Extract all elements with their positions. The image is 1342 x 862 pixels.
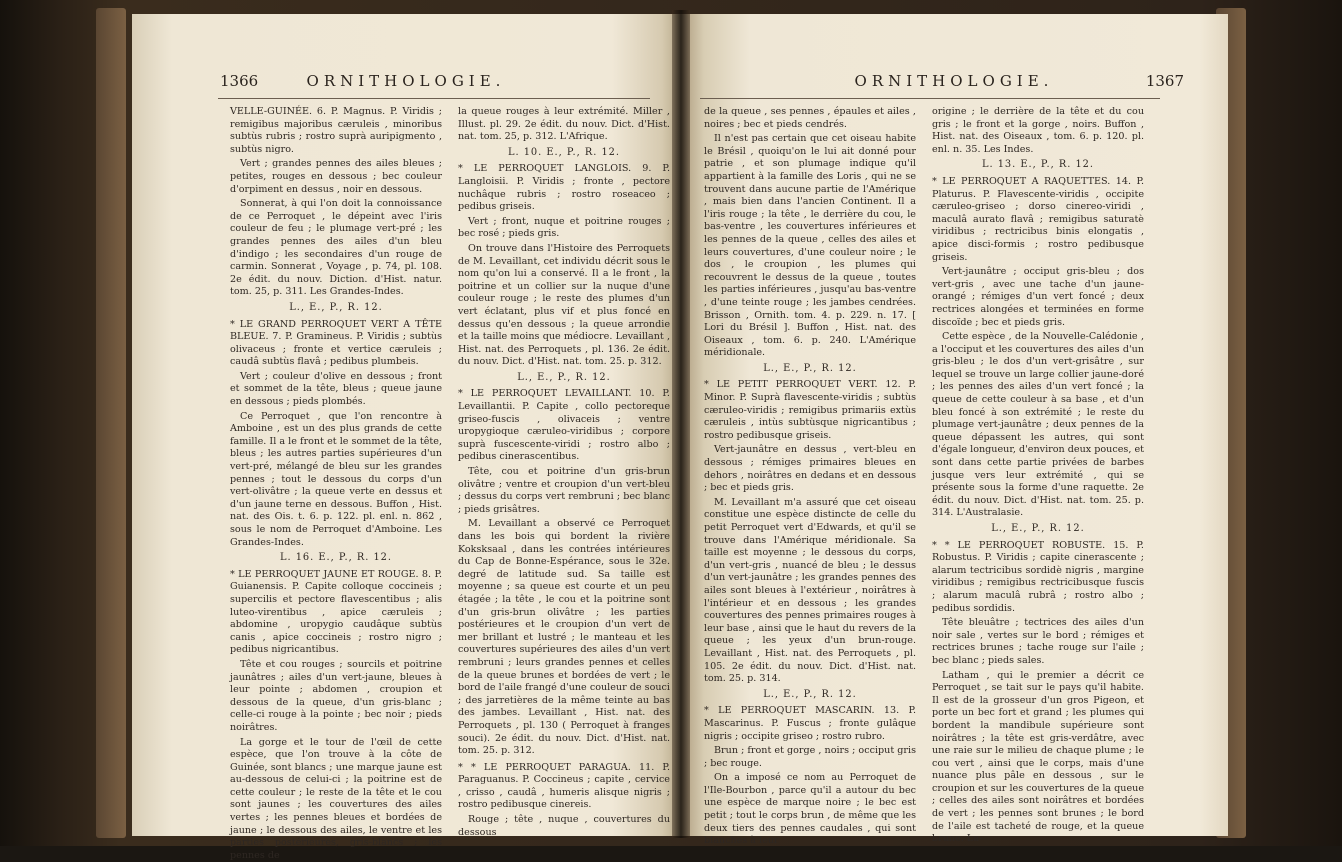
- paragraph: Vert ; grandes pennes des ailes bleues ; petites, rouges en dessous ; bec couleur d'orpiment en dessus , noir en dessous.: [230, 158, 442, 196]
- paragraph: M. Levaillant m'a assuré que cet oiseau constitue une espèce distincte de celle du petit Perroquet vert d'Edwards, et qu'il se trouve dans l'Amérique méridionale. Sa taille est moyenne ; le dessous du corps, d'un vert-gris , nuancé de bleu ; le dessus d'un vert-jaunâtre ; les grandes pennes des ailes sont bleues à l'extérieur , noirâtres à l'intérieur et en dessous ; les grandes couvertures des pennes primaires rouges à leur base , ainsi que le haut du revers de la queue ; les yeux d'un brun-rouge. Levaillant , Hist. nat. des Perroquets , pl. 105. 2e édit. du nouv. Dict. d'Hist. nat. tom. 25. p. 314.: [704, 497, 916, 686]
- paragraph: On a imposé ce nom au Perroquet de l'Ile-Bourbon , parce qu'il a autour du bec une espèce de marque noire ; le bec est petit ; tout le corps brun , de même que les deux tiers des pennes caudales , qui sont blanches à leur: [704, 772, 916, 848]
- entry-heading: * * LE PERROQUET ROBUSTE. 15. P. Robustus. P. Viridis ; capite cinerascente ; alarum tectricibus sordidè nigris , margine viridibus ; remigibus rectricibusque fuscis ; alarum maculâ rubrâ ; rostro albo ; pedibus sordidis.: [932, 540, 1144, 616]
- reference-line: L. 13. E., P., R. 12.: [932, 159, 1144, 172]
- reference-line: L., E., P., R. 12.: [230, 302, 442, 315]
- right-column-2: [932, 106, 1144, 826]
- left-page-number: 1366: [220, 72, 258, 90]
- book-gutter: [672, 10, 690, 838]
- reference-line: L., E., P., R. 12.: [932, 523, 1144, 536]
- paragraph: On trouve dans l'Histoire des Perroquets de M. Levaillant, cet individu décrit sous le nom qu'on lui a conservé. Il a le front , la poitrine et un collier sur la nuque d'une couleur rouge ; le reste des plumes d'un vert éclatant, plus vif et plus foncé en dessus qu'en dessous ; la queue arrondie et la taille moins que médiocre. Levaillant , Hist. nat. des Perroquets , pl. 136. 2e édit. du nouv. Dict. d'Hist. nat. tom. 25. p. 312.: [458, 243, 670, 369]
- reference-line: L., E., P., R. 12.: [704, 689, 916, 702]
- left-head-rule: [218, 98, 650, 99]
- paragraph: M. Levaillant a observé ce Perroquet dans les bois qui bordent la rivière Koksksaal , dans les contrées intérieures du Cap de Bonne-Espérance, sous le 32e. degré de latitude sud. Sa taille est moyenne ; sa queue est courte et un peu étagée ; la tête , le cou et la poitrine sont d'un gris-brun olivâtre ; les parties postérieures et le croupion d'un vert de mer brillant et lustré ; le manteau et les couvertures supérieures des ailes d'un vert rembruni ; leurs grandes pennes et celles de la queue brunes et bordées de vert ; le bord de l'aile frangé d'une couleur de souci ; des jarretières de la même teinte au bas des jambes. Levaillant , Hist. nat. des Perroquets , pl. 130 ( Perroquet à franges souci). 2e édit. du nouv. Dict. d'Hist. nat. tom. 25. p. 312.: [458, 518, 670, 757]
- paragraph: Ce Perroquet , que l'on rencontre à Amboine , est un des plus grands de cette famille. Il a le front et le sommet de la tête, bleus ; les autres parties supérieures d'un vert-pré, mélangé de bleu sur les grandes pennes ; tout le dessous du corps d'un vert-olivâtre ; la queue verte en dessus et d'un jaune terne en dessous. Buffon , Hist. nat. des Ois. t. 6. p. 122. pl. enl. n. 862 , sous le nom de Perroquet d'Amboine. Les Grandes-Indes.: [230, 411, 442, 550]
- continued-paragraph: de la queue , ses pennes , épaules et ailes , noires ; bec et pieds cendrés.: [704, 106, 916, 131]
- reference-line: L., E., P., R. 12.: [704, 363, 916, 376]
- entry-heading: * LE PERROQUET JAUNE ET ROUGE. 8. P. Guianensis. P. Capite colloque coccineis ; supercilis et pectore flavescentibus ; alis luteo-virentibus , apice cæruleis ; abdomine , uropygio caudâque subtùs canis , apice coccineis ; rostro nigro ; pedibus nigricantibus.: [230, 569, 442, 657]
- paragraph: Sonnerat, à qui l'on doit la connoissance de ce Perroquet , le dépeint avec l'iris couleur de feu ; le plumage vert-pré ; les grandes pennes des ailes d'un bleu d'indigo ; les secondaires d'un rouge de carmin. Sonnerat , Voyage , p. 74, pl. 108. 2e édit. du nouv. Diction. d'Hist. natur. tom. 25, p. 311. Les Grandes-Indes.: [230, 198, 442, 299]
- right-head-rule: [700, 98, 1160, 99]
- paragraph: La gorge et le tour de l'œil de cette espèce, que l'on trouve à la côte de Guinée, sont blancs ; une marque jaune est au-dessous de celui-ci ; la poitrine est de cette couleur ; le reste de la tête et le cou sont jaunes ; les couvertures des ailes vertes ; les pennes bleues et bordées de jaune ; le dessous des ailes, le ventre et les parties postérieures, gris-blancs ; les pennes de: [230, 737, 442, 862]
- left-running-title: ORNITHOLOGIE.: [132, 72, 680, 90]
- reference-line: L. 16. E., P., R. 12.: [230, 552, 442, 565]
- paragraph: Tête et cou rouges ; sourcils et poitrine jaunâtres ; ailes d'un vert-jaune, bleues à leur pointe ; abdomen , croupion et dessous de la queue, d'un gris-blanc ; celle-ci rouge à la pointe ; bec noir ; pieds noirâtres.: [230, 659, 442, 735]
- right-running-title: ORNITHOLOGIE.: [680, 72, 1228, 90]
- paragraph: Vert-jaunâtre en dessus , vert-bleu en dessous ; rémiges primaires bleues en dehors , noirâtres en dedans et en dessous ; bec et pieds gris.: [704, 444, 916, 494]
- entry-heading: * LE PERROQUET LANGLOIS. 9. P. Langloisii. P. Viridis ; fronte , pectore nuchâque rubris ; rostro roseaceo ; pedibus griseis.: [458, 163, 670, 213]
- continued-paragraph: la queue rouges à leur extrémité. Miller , Illust. pl. 29. 2e édit. du nouv. Dict. d'Hist. nat. tom. 25, p. 312. L'Afrique.: [458, 106, 670, 144]
- entry-heading: * LE PETIT PERROQUET VERT. 12. P. Minor. P. Suprà flavescente-viridis ; subtùs cæruleo-viridis ; remigibus primariis extùs cæruleis , intùs subtùsque nigricantibus ; rostro pedibusque griseis.: [704, 379, 916, 442]
- right-running-head: [680, 72, 1228, 94]
- paragraph: Cette espèce , de la Nouvelle-Calédonie , a l'occiput et les couvertures des ailes d'un gris-bleu ; le dos d'un vert-grisâtre , sur lequel se trouve un large collier jaune-doré ; les pennes des ailes d'un vert foncé ; la queue de cette couleur à sa base , et d'un bleu foncé à son extrémité ; le reste du plumage vert-jaunâtre ; deux pennes de la queue dépassent les autres, qui sont d'égale longueur, d'environ deux pouces, et sont dans cette partie privées de barbes jusque vers leur extrémité , qui se présente sous la forme d'une raquette. 2e édit. du nouv. Dict. d'Hist. nat. tom. 25. p. 314. L'Australasie.: [932, 331, 1144, 520]
- left-column-2: [458, 106, 670, 826]
- left-column-1: [230, 106, 442, 826]
- paragraph: Rouge ; tête , nuque , couvertures du dessous: [458, 814, 670, 839]
- paragraph: Tête, cou et poitrine d'un gris-brun olivâtre ; ventre et croupion d'un vert-bleu ; dessus du corps vert rembruni ; bec blanc ; pieds grisâtres.: [458, 466, 670, 516]
- paragraph: Il n'est pas certain que cet oiseau habite le Brésil , quoiqu'on le lui ait donné pour patrie , et son plumage indique qu'il appartient à la famille des Loris , qui ne se trouvent dans aucune partie de l'Amérique , mais bien dans l'ancien Continent. Il a l'iris rouge ; la tête , le derrière du cou, le bas-ventre , les couvertures inférieures et les pennes de la queue , celles des ailes et leurs couvertures, d'une couleur noire ; le dos , le croupion , les plumes qui recouvrent le dessus de la queue , toutes les parties inférieures , jusqu'au bas-ventre , d'une teinte rouge ; les jambes cendrées. Brisson , Ornith. tom. 4. p. 229. n. 17. [ Lori du Brésil ]. Buffon , Hist. nat. des Oiseaux , tom. 6. p. 240. L'Amérique méridionale.: [704, 133, 916, 360]
- entry-heading: * * LE PERROQUET PARAGUA. 11. P. Paraguanus. P. Coccineus ; capite , cervice , crisso , caudâ , humeris alisque nigris ; rostro pedibusque cinereis.: [458, 762, 670, 812]
- left-cover-edge: [96, 8, 126, 838]
- right-column-1: [704, 106, 916, 826]
- left-page: [132, 14, 680, 836]
- right-page-number: 1367: [1146, 72, 1184, 90]
- right-page: [680, 14, 1228, 836]
- entry-heading: * LE PERROQUET A RAQUETTES. 14. P. Platurus. P. Flavescente-viridis , occipite cæruleo-griseo ; dorso cinereo-viridi , maculâ aurato flavâ ; remigibus saturatè viridibus ; rectricibus binis elongatis , apice disci-formis ; rostro pedibusque griseis.: [932, 176, 1144, 264]
- entry-heading: * LE GRAND PERROQUET VERT A TÊTE BLEUE. 7. P. Gramineus. P. Viridis ; subtùs olivaceus ; fronte et vertice cæruleis ; caudâ subtùs flavâ ; pedibus plumbeis.: [230, 319, 442, 369]
- paragraph: Latham , qui le premier a décrit ce Perroquet , se tait sur le pays qu'il habite. Il est de la grosseur d'un gros Pigeon, et porte un bec fort et grand ; les plumes qui bordent la mandibule supérieure sont noirâtres ; la tête est gris-verdâtre, avec une raie sur le milieu de chaque plume ; le cou vert , ainsi que le corps, mais d'une nuance plus pâle en dessous , sur le croupion et sur les couvertures de la queue ; celles des ailes sont noirâtres et bordées de vert ; les pennes sont brunes ; le bord de l'aile est tacheté de rouge, et la queue brune. La-: [932, 670, 1144, 846]
- entry-heading: * LE PERROQUET MASCARIN. 13. P. Mascarinus. P. Fuscus ; fronte gulâque nigris ; occipite griseo ; rostro rubro.: [704, 705, 916, 743]
- paragraph: Tête bleuâtre ; tectrices des ailes d'un noir sale , vertes sur le bord ; rémiges et rectrices brunes ; tache rouge sur l'aile ; bec blanc ; pieds sales.: [932, 617, 1144, 667]
- paragraph: Vert ; couleur d'olive en dessous ; front et sommet de la tête, bleus ; queue jaune en dessous ; pieds plombés.: [230, 371, 442, 409]
- entry-heading: * LE PERROQUET LEVAILLANT. 10. P. Levaillantii. P. Capite , collo pectoreque griseo-fuscis , olivaceis ; ventre uropygioque cæruleo-viridibus ; corpore suprà fuscescente-viridi ; rostro albo ; pedibus cinerascentibus.: [458, 388, 670, 464]
- continued-paragraph: VELLE-GUINÉE. 6. P. Magnus. P. Viridis ; remigibus majoribus cæruleis , minoribus subtùs rubris ; rostro suprà auripigmento , subtùs nigro.: [230, 106, 442, 156]
- reference-line: L. 10. E., P., R. 12.: [458, 147, 670, 160]
- left-running-head: [132, 72, 680, 94]
- paragraph: Vert ; front, nuque et poitrine rouges ; bec rosé ; pieds gris.: [458, 216, 670, 241]
- paragraph: Brun ; front et gorge , noirs ; occiput gris ; bec rouge.: [704, 745, 916, 770]
- paragraph: Vert-jaunâtre ; occiput gris-bleu ; dos vert-gris , avec une tache d'un jaune-orangé ; rémiges d'un vert foncé ; deux rectrices alongées et terminées en forme discoïde ; bec et pieds gris.: [932, 266, 1144, 329]
- continued-paragraph: origine ; le derrière de la tête et du cou gris ; le front et la gorge , noirs. Buffon , Hist. nat. des Oiseaux , tom. 6. p. 120. pl. enl. n. 35. Les Indes.: [932, 106, 1144, 156]
- reference-line: L., E., P., R. 12.: [458, 372, 670, 385]
